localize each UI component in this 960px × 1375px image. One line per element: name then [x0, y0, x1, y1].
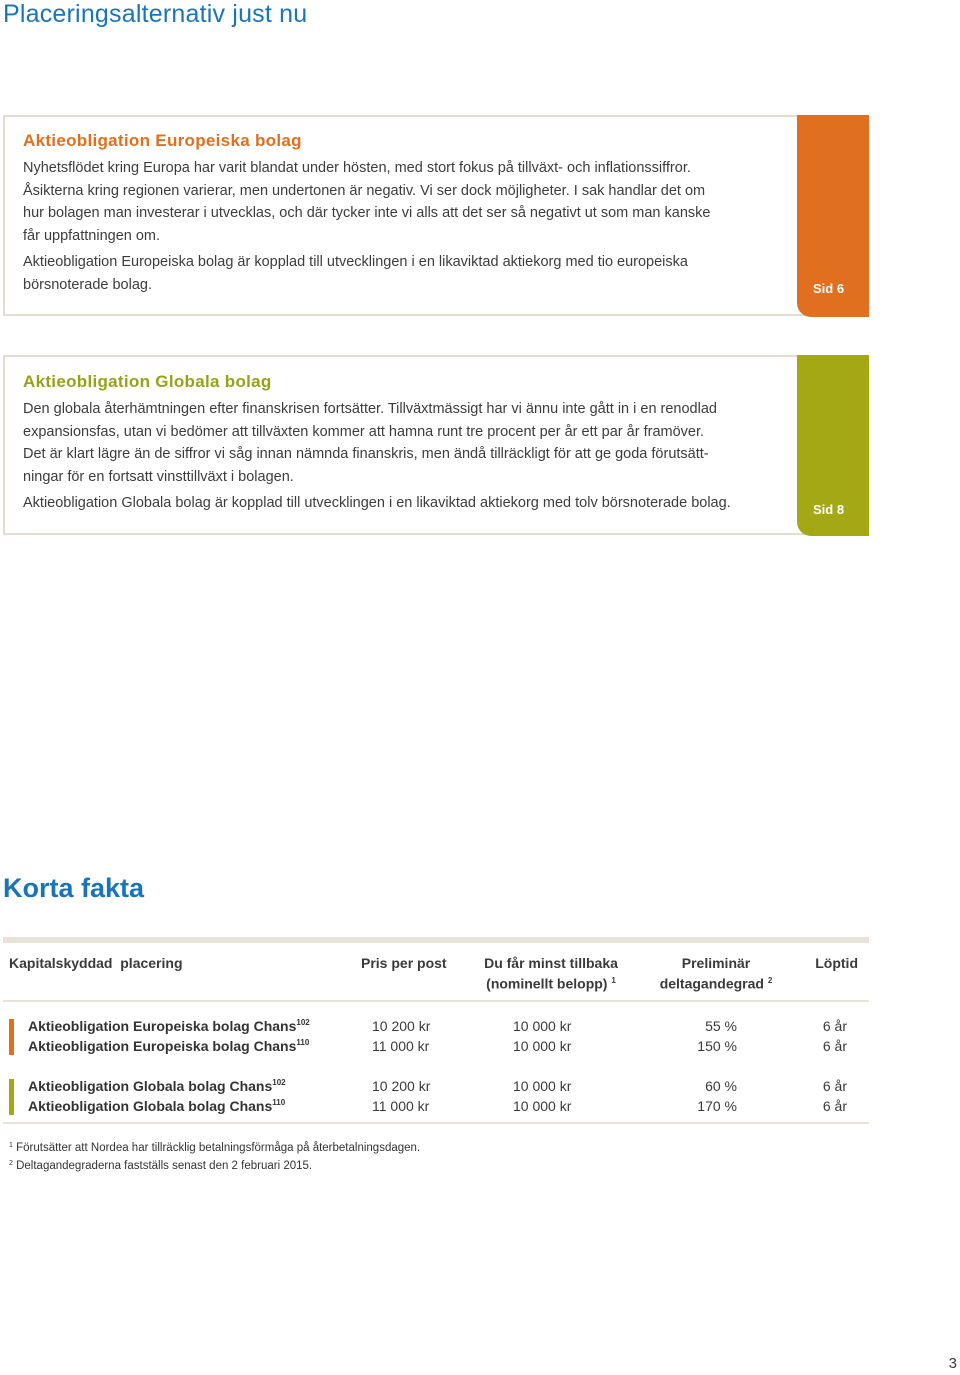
card-text-line: Aktieobligation Europeiska bolag är kopplad till utvecklingen i en likaviktad aktiekorg med tio europeiska	[23, 254, 688, 270]
header-min-back-line2	[476, 972, 626, 993]
row-name-text: Aktieobligation Globala bolag Chans	[28, 1078, 273, 1094]
row-min-back: 10 000 kr	[513, 1038, 572, 1054]
header-min-back-text: (nominellt belopp)	[486, 975, 608, 992]
facts-title: Korta fakta	[3, 873, 145, 903]
header-min-back	[476, 955, 626, 993]
footnote-2	[9, 1156, 420, 1174]
row-name-sup: 102	[272, 1078, 286, 1087]
facts-header-row	[3, 943, 869, 1002]
row-name	[28, 1038, 309, 1054]
page-ref-tab[interactable]	[797, 355, 869, 536]
header-participation	[646, 955, 786, 993]
row-participation: 55 %	[705, 1018, 737, 1034]
row-min-back: 10 000 kr	[513, 1018, 572, 1034]
row-term: 6 år	[822, 1078, 847, 1094]
footnotes	[9, 1138, 420, 1174]
footnote-1	[9, 1138, 420, 1156]
table-bottom-rule	[3, 1122, 869, 1124]
row-participation: 60 %	[705, 1078, 737, 1094]
footnote-mark: 2	[9, 1160, 13, 1167]
row-term: 6 år	[822, 1038, 847, 1054]
row-name	[28, 1098, 285, 1114]
footnote-marker: 2	[767, 976, 773, 985]
footnote-text: Deltagandegraderna fastställs senast den 2 februari 2015.	[16, 1160, 313, 1172]
row-min-back: 10 000 kr	[513, 1098, 572, 1114]
footnote-text: Förutsätter att Nordea har tillräcklig betalningsförmåga på återbetalningsdagen.	[16, 1142, 421, 1154]
table-row	[3, 1018, 869, 1038]
footnote-mark: 1	[9, 1142, 13, 1149]
row-price: 11 000 kr	[372, 1038, 430, 1054]
page-ref-tab[interactable]	[797, 115, 869, 317]
card-europeiska-bolag	[3, 115, 869, 316]
card-body	[23, 357, 793, 515]
row-name-sup: 110	[296, 1038, 310, 1047]
row-price: 11 000 kr	[372, 1098, 430, 1114]
card-text-line: börsnoterade bolag.	[23, 276, 152, 293]
row-name-sup: 110	[272, 1098, 286, 1107]
row-term: 6 år	[822, 1098, 847, 1114]
row-name-text: Aktieobligation Europeiska bolag Chans	[28, 1038, 297, 1054]
footnote-marker: 1	[611, 976, 616, 985]
card-text-line: hur bolagen man investerar i utvecklas, och där tycker inte vi alls att det ser så negativt ut som man kanske	[23, 205, 711, 221]
row-name	[28, 1018, 310, 1034]
card-text-line: Aktieobligation Globala bolag är kopplad till utvecklingen i en likaviktad aktiekorg med tolv börsnoterade bolag.	[23, 495, 731, 511]
row-participation: 170 %	[697, 1098, 737, 1114]
card-globala-bolag	[3, 355, 869, 535]
page-title: Placeringsalternativ just nu	[3, 0, 308, 28]
card-title: Aktieobligation Europeiska bolag	[23, 131, 302, 150]
header-term: Löptid	[815, 955, 858, 971]
table-row	[3, 1038, 869, 1058]
row-name-sup: 102	[296, 1018, 310, 1027]
header-participation-line1: Preliminär	[681, 955, 751, 971]
row-name	[28, 1078, 286, 1094]
header-participation-line2	[646, 972, 786, 993]
table-row	[3, 1078, 869, 1098]
card-text-line: ningar för en fortsatt vinsttillväxt i bolagen.	[23, 468, 294, 485]
card-body	[23, 117, 793, 296]
page-ref-label[interactable]: Sid 6	[813, 281, 845, 296]
row-min-back: 10 000 kr	[513, 1078, 572, 1094]
row-price: 10 200 kr	[372, 1018, 431, 1034]
table-row	[3, 1098, 869, 1118]
page-number: 3	[948, 1355, 957, 1372]
row-name-text: Aktieobligation Globala bolag Chans	[28, 1098, 273, 1114]
card-title: Aktieobligation Globala bolag	[23, 372, 272, 391]
card-text-line: Den globala återhämtningen efter finanskrisen fortsätter. Tillväxtmässigt har vi ännu inte gått in i en renodlad	[23, 401, 717, 417]
header-participation-text: deltagandegrad	[659, 975, 764, 992]
row-price: 10 200 kr	[372, 1078, 431, 1094]
card-text-line: får uppfattningen om.	[23, 227, 161, 244]
row-participation: 150 %	[697, 1038, 737, 1054]
row-term: 6 år	[822, 1018, 847, 1034]
row-name-text: Aktieobligation Europeiska bolag Chans	[28, 1018, 297, 1034]
header-price: Pris per post	[361, 955, 447, 971]
facts-table	[3, 937, 869, 1114]
card-text-line: Nyhetsflödet kring Europa har varit blandat under hösten, med stort fokus på tillväxt- och inflationssiffror.	[23, 160, 691, 176]
header-min-back-line1: Du får minst tillbaka	[484, 955, 618, 971]
card-text-line: Det är klart lägre än de siffror vi såg innan nämnda finanskris, men ändå tillräckligt för att ge goda förutsätt-	[23, 446, 709, 462]
header-placement: Kapitalskyddad placering	[9, 955, 183, 971]
page-ref-label[interactable]: Sid 8	[813, 502, 845, 517]
card-text-line: expansionsfas, utan vi bedömer att tillväxten kommer att hamna runt tre procent per år ett par år framöver.	[23, 423, 705, 440]
card-text-line: Åsikterna kring regionen varierar, men undertonen är negativ. Vi ser dock möjligheter. I sak handlar det om	[23, 182, 706, 199]
